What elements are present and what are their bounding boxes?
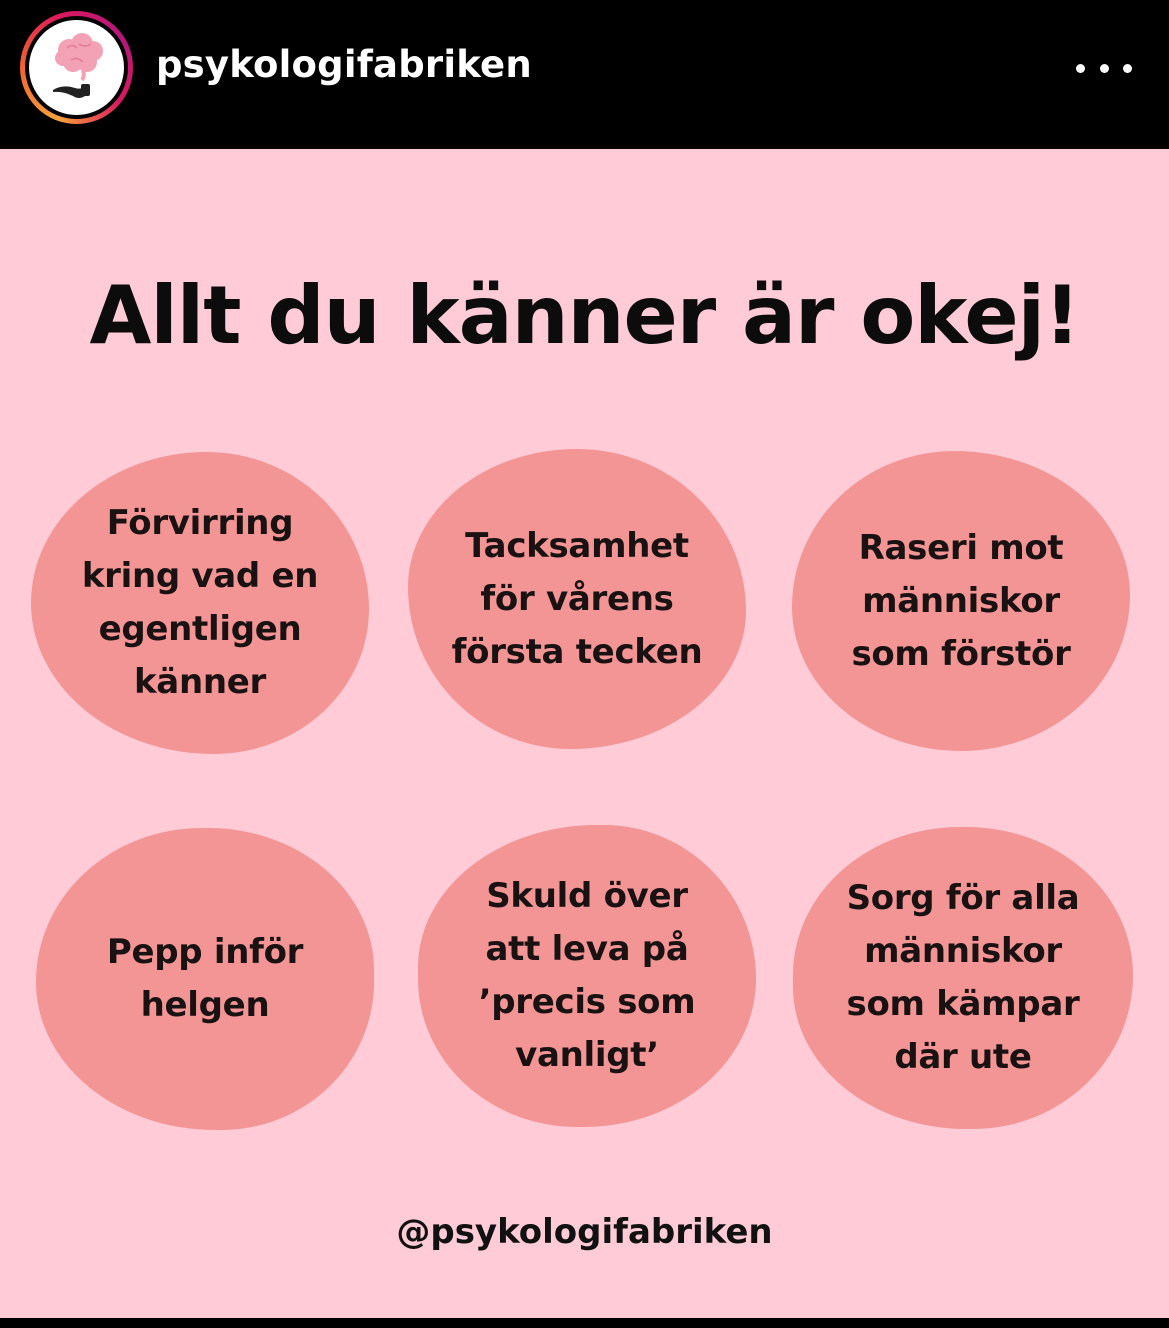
feeling-text: Förvirring kring vad en egentligen känner (81, 503, 319, 702)
feeling-text: Sorg för alla människor som kämpar där ute (846, 878, 1080, 1077)
feeling-bubble (418, 825, 756, 1127)
username[interactable]: psykologifabriken (156, 43, 532, 86)
feeling-bubble (792, 451, 1130, 751)
feeling-bubble (793, 827, 1133, 1129)
account-handle: @psykologifabriken (396, 1212, 773, 1252)
feeling-text: Tacksamhet för vårens första tecken (451, 525, 703, 672)
feeling-text: Pepp inför helgen (106, 932, 304, 1025)
avatar[interactable] (20, 11, 133, 124)
bottom-divider (0, 1318, 1169, 1328)
brain-pipe-logo-icon (29, 20, 124, 115)
feeling-text: Skuld över att leva på ’precis som vanligt’ (478, 876, 696, 1075)
feeling-bubble (31, 452, 369, 754)
feeling-bubble (408, 449, 746, 749)
post-image[interactable] (0, 149, 1169, 1318)
post-title: Allt du känner är okej! (89, 269, 1080, 362)
feeling-bubble (36, 828, 374, 1130)
post-header (0, 0, 1169, 149)
more-options-icon[interactable] (1076, 55, 1132, 81)
feeling-text: Raseri mot människor som förstör (851, 527, 1071, 674)
